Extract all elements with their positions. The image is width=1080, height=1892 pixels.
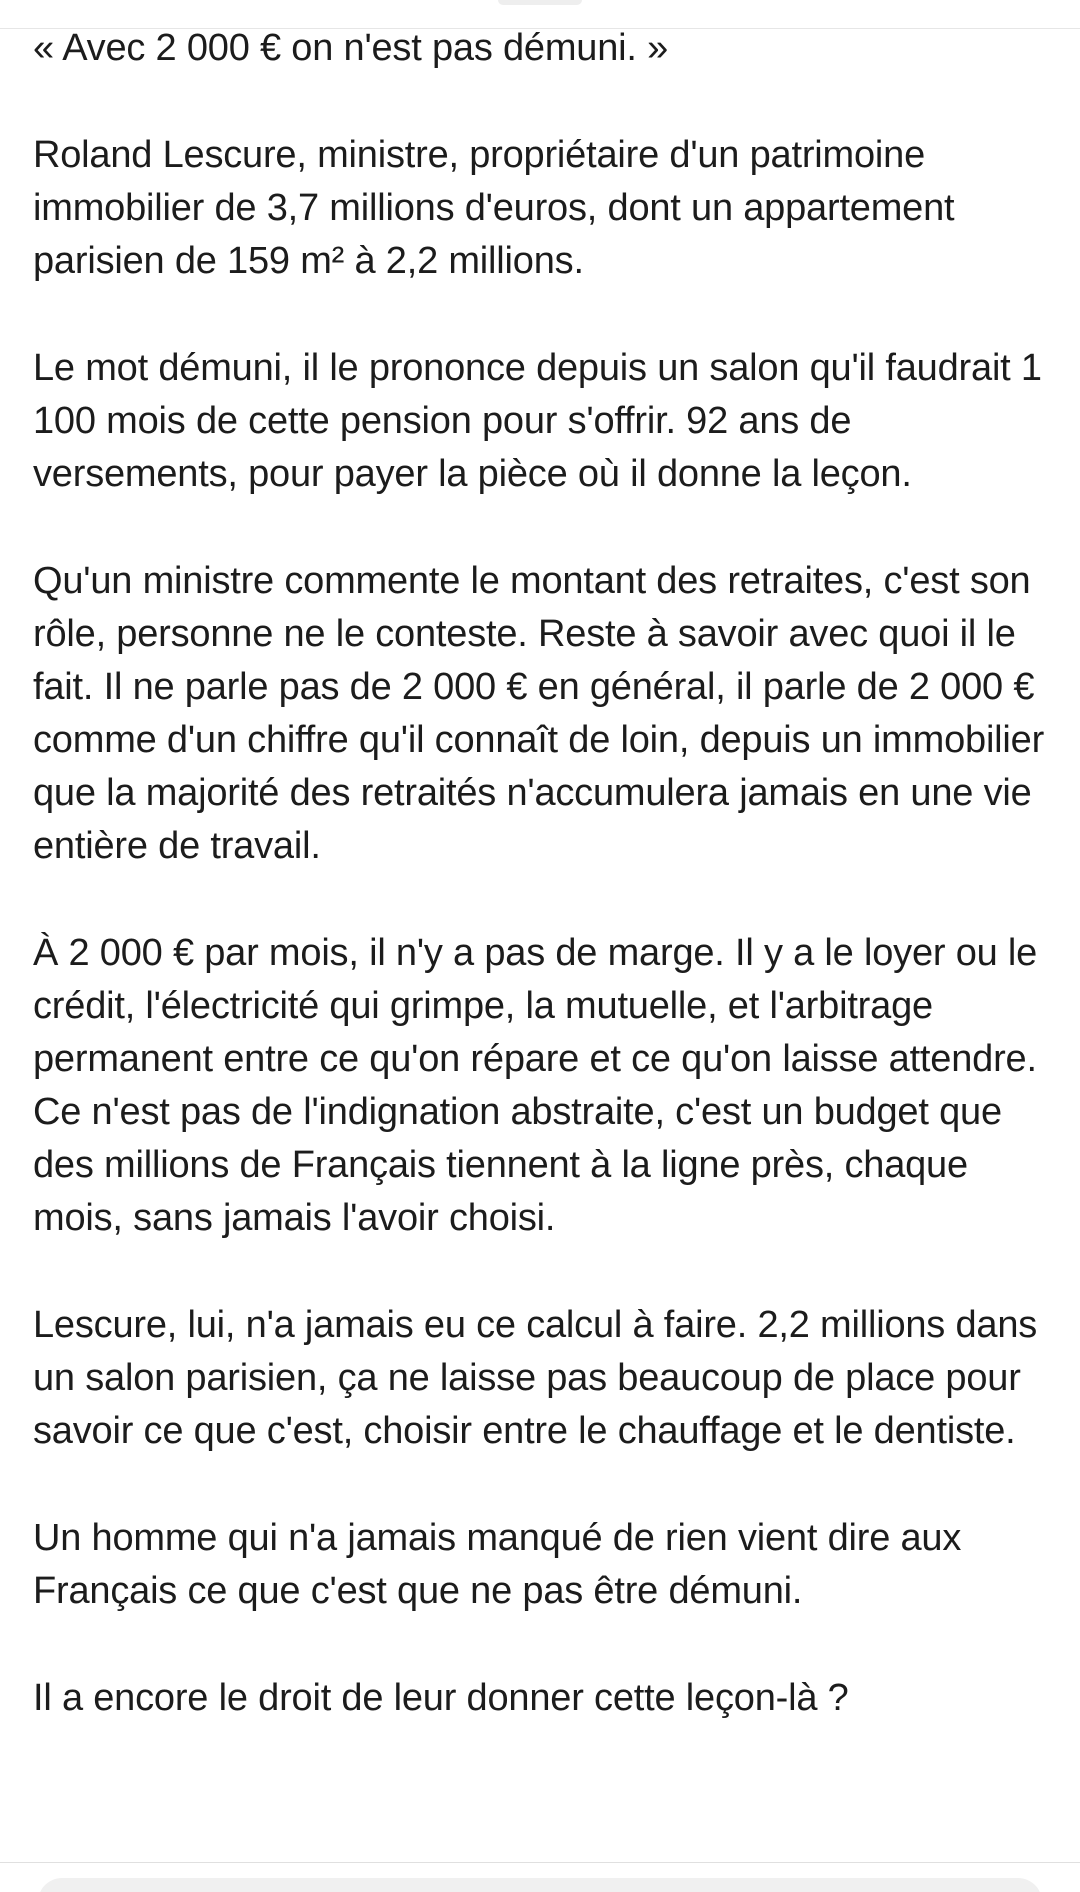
post-paragraph-3: Qu'un ministre commente le montant des retraites, c'est son rôle, personne ne le conteste. Reste à savoir avec quoi il le fait. Il ne parle pas de 2 000 € en général, il parle de 2 000 € comme d'un chiffre qu'il connaît de loin, depuis un immobilier que la majorité des retraités n'accumulera jamais en une vie entière de travail. bbox=[33, 560, 1045, 867]
post-paragraph-6: Un homme qui n'a jamais manqué de rien vient dire aux Français ce que c'est que ne pas être démuni. bbox=[33, 1517, 962, 1612]
post-closing-question: Il a encore le droit de leur donner cette leçon-là ? bbox=[33, 1677, 849, 1719]
post-paragraph-5: Lescure, lui, n'a jamais eu ce calcul à faire. 2,2 millions dans un salon parisien, ça ne laisse pas beaucoup de place pour savoir ce que c'est, choisir entre le chauffage et le dentiste. bbox=[33, 1304, 1038, 1452]
bottom-divider bbox=[0, 1862, 1080, 1863]
top-sheet-handle bbox=[498, 0, 582, 5]
post-body bbox=[33, 22, 1053, 1725]
post-paragraph-1: Roland Lescure, ministre, propriétaire d'un patrimoine immobilier de 3,7 millions d'euros, dont un appartement parisien de 159 m² à 2,2 millions. bbox=[33, 134, 955, 282]
post-paragraph-4: À 2 000 € par mois, il n'y a pas de marge. Il y a le loyer ou le crédit, l'électricité qui grimpe, la mutuelle, et l'arbitrage permanent entre ce qu'on répare et ce qu'on laisse attendre. Ce n'est pas de l'indignation abstraite, c'est un budget que des millions de Français tiennent à la ligne près, chaque mois, sans jamais l'avoir choisi. bbox=[33, 932, 1038, 1239]
post-quote: « Avec 2 000 € on n'est pas démuni. » bbox=[33, 27, 669, 69]
bottom-action-bar[interactable] bbox=[38, 1878, 1042, 1892]
post-paragraph-2: Le mot démuni, il le prononce depuis un salon qu'il faudrait 1 100 mois de cette pension pour s'offrir. 92 ans de versements, pour payer la pièce où il donne la leçon. bbox=[33, 347, 1042, 495]
